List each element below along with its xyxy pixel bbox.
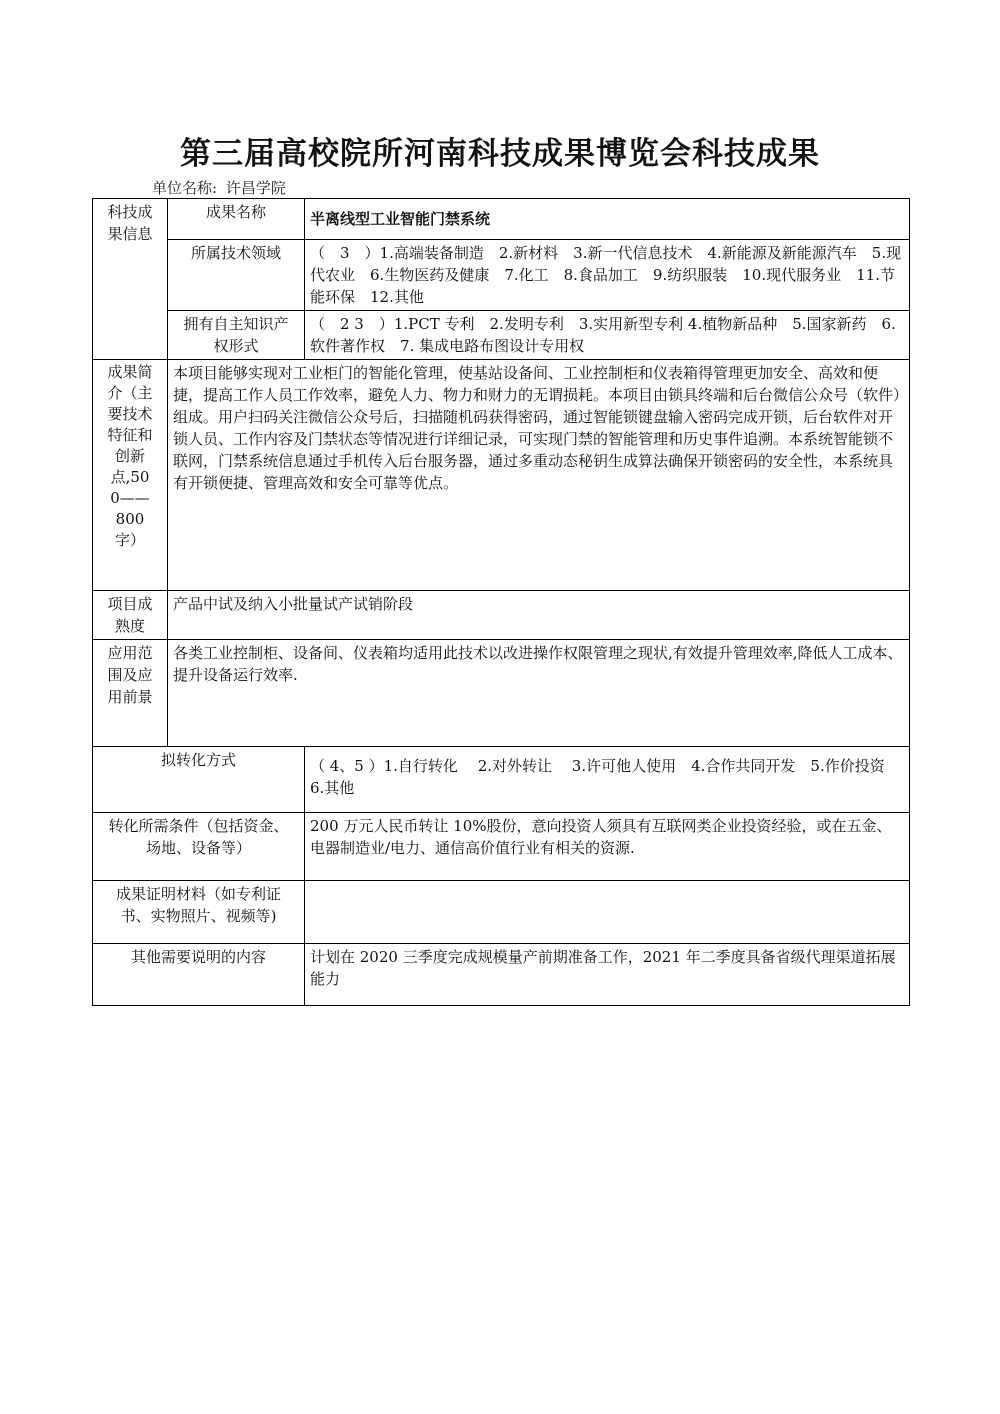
conditions-label: 转化所需条件（包括资金、场地、设备等） <box>93 813 305 881</box>
conditions-value: 200 万元人民币转让 10%股份，意向投资人须具有互联网类企业投资经验，或在五金、电器制造业/电力、通信高价值行业有相关的资源. <box>305 813 910 881</box>
other-value: 计划在 2020 三季度完成规模量产前期准备工作，2021 年二季度具备省级代理渠道拓展能力 <box>305 944 910 1006</box>
application-label: 应用范围及应用前景 <box>93 640 168 747</box>
transfer-value: （ 4、5 ）1.自行转化 2.对外转让 3.许可他人使用 4.合作共同开发 5.作价投资 6.其他 <box>305 747 910 813</box>
section-label-info: 科技成果信息 <box>93 199 168 360</box>
unit-line <box>152 177 290 198</box>
unit-label: 单位名称: <box>152 179 218 197</box>
field-value: （ 3 ）1.高端装备制造 2.新材料 3.新一代信息技术 4.新能源及新能源汽车 5.现代农业 6.生物医药及健康 7.化工 8.食品加工 9.纺织服装 10.现代服务业 11.节能环保 12.其他 <box>305 240 910 311</box>
ip-label: 拥有自主知识产权形式 <box>168 311 305 360</box>
name-label: 成果名称 <box>168 199 305 240</box>
unit-value: 许昌学院 <box>225 179 286 197</box>
field-label: 所属技术领域 <box>168 240 305 311</box>
proof-value <box>305 881 910 944</box>
transfer-label: 拟转化方式 <box>93 747 305 813</box>
other-label: 其他需要说明的内容 <box>93 944 305 1006</box>
summary-text: 本项目能够实现对工业柜门的智能化管理，使基站设备间、工业控制柜和仪表箱得管理更加安全、高效和便捷，提高工作人员工作效率，避免人力、物力和财力的无谓损耗。本项目由锁具终端和后台微信公众号（软件）组成。用户扫码关注微信公众号后，扫描随机码获得密码，通过智能锁键盘输入密码完成开锁，后台软件对开锁人员、工作内容及门禁状态等情况进行详细记录，可实现门禁的智能管理和历史事件追溯。本系统智能锁不联网，门禁系统信息通过手机传入后台服务器，通过多重动态秘钥生成算法确保开锁密码的安全性，本系统具有开锁便捷、管理高效和安全可靠等优点。 <box>168 360 910 591</box>
proof-label: 成果证明材料（如专利证书、实物照片、视频等) <box>93 881 305 944</box>
achievement-form-table <box>92 198 910 1006</box>
application-value: 各类工业控制柜、设备间、仪表箱均适用此技术以改进操作权限管理之现状,有效提升管理效率,降低人工成本、提升设备运行效率. <box>168 640 910 747</box>
name-value: 半离线型工业智能门禁系统 <box>305 199 910 240</box>
maturity-label: 项目成熟度 <box>93 591 168 640</box>
summary-label: 成果简介（主要技术特征和创新点,500——800字） <box>93 360 168 591</box>
ip-value: （ 2 3 ）1.PCT 专利 2.发明专利 3.实用新型专利 4.植物新品种 5.国家新药 6.软件著作权 7. 集成电路布图设计专用权 <box>305 311 910 360</box>
maturity-value: 产品中试及纳入小批量试产试销阶段 <box>168 591 910 640</box>
document-title: 第三届高校院所河南科技成果博览会科技成果 <box>180 136 820 172</box>
